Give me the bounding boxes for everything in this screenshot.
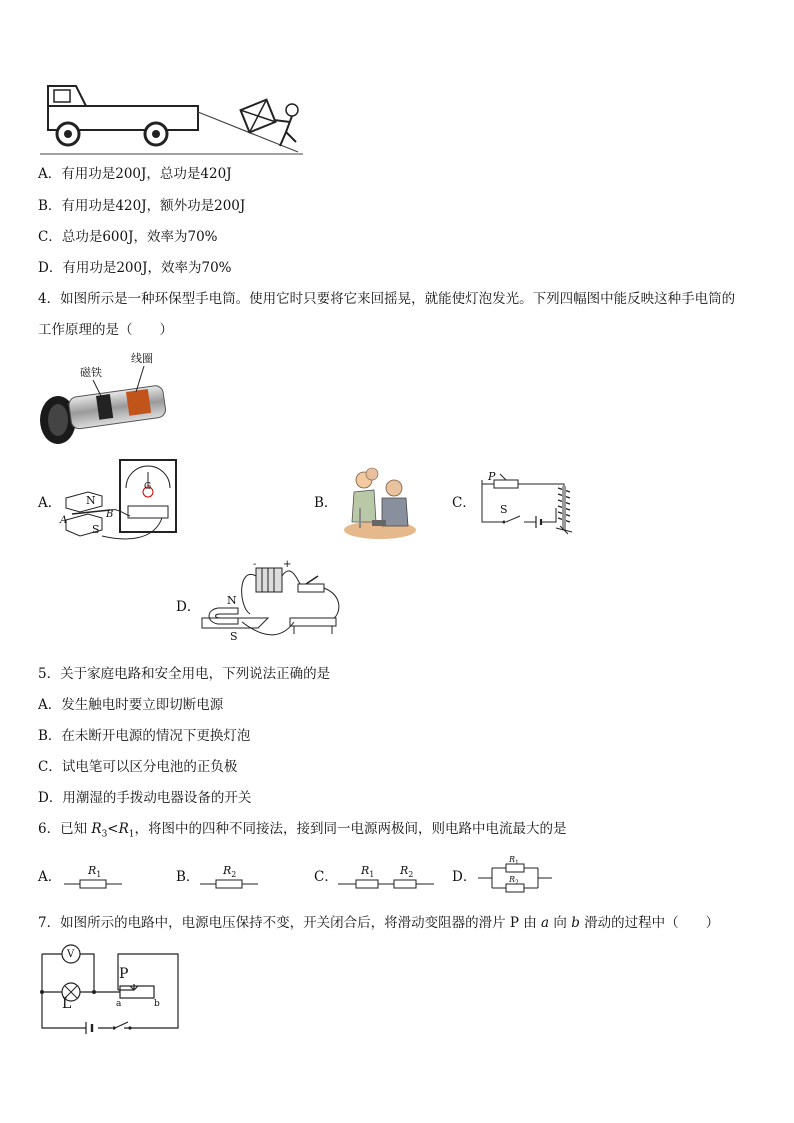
q5-option-b: B．在未断开电源的情况下更换灯泡 [38, 728, 251, 744]
q7-end-a-label: a [116, 999, 122, 1009]
q6-option-b-label: B． [176, 869, 200, 885]
fig-d-n-label: N [227, 594, 237, 607]
q6-a-r1-label: $R_1$ [88, 864, 102, 880]
q4-stem-line1: 4．如图所示是一种环保型手电筒。使用它时只要将它来回摇晃，就能使灯泡发光。下列四幅图中能反映这种手电筒的 [38, 291, 736, 307]
q4-option-b-label: B． [314, 495, 338, 511]
q4-option-a-label: A． [38, 495, 62, 511]
q6-d-r2-label: $R_2$ [509, 875, 519, 887]
q4-option-d-label: D． [176, 599, 201, 615]
coil-label: 线圈 [131, 352, 153, 365]
q7-voltmeter-label: V [67, 949, 75, 960]
q7-circuit [38, 944, 182, 1036]
q4-stem-line2: 工作原理的是（ ） [38, 322, 173, 338]
q5-option-c: C．试电笔可以区分电池的正负极 [38, 759, 238, 775]
fig-c-s-label: S [500, 503, 508, 516]
q7-lamp-l-label: L [62, 996, 72, 1012]
q4-option-b-figure [342, 462, 420, 542]
q5-stem: 5．关于家庭电路和安全用电，下列说法正确的是 [38, 666, 331, 682]
q6-c-r1-label: $R_1$ [361, 864, 375, 880]
q3-option-c: C．总功是600J，效率为70% [38, 229, 218, 245]
q6-option-c-series [338, 876, 436, 890]
q3-option-d: D．有用功是200J，效率为70% [38, 260, 232, 276]
q3-option-a: A．有用功是200J，总功是420J [38, 166, 232, 182]
fig-c-p-label: P [488, 470, 496, 483]
q6-option-a-label: A． [38, 869, 62, 885]
q6-d-r1-label: $R_1$ [509, 855, 519, 867]
fig-a-s-label: S [92, 523, 100, 536]
fig-a-n-label: N [86, 494, 96, 507]
truck-incline-figure [38, 80, 306, 160]
fig-d-plus-label: + [283, 559, 292, 570]
q4-option-a-figure [58, 458, 180, 544]
q7-end-b-label: b [154, 999, 160, 1009]
q7-slider-p-label: P [119, 966, 129, 982]
fig-a-a-label: A [60, 515, 68, 526]
q6-option-d-label: D． [452, 869, 477, 885]
q6-stem: 6．已知 $R_3<R_1$，将图中的四种不同接法，接到同一电源两极间，则电路中电流最大的是 [38, 821, 567, 840]
fig-a-b-label: B [106, 509, 114, 520]
q3-option-b: B．有用功是420J，额外功是200J [38, 198, 246, 214]
fig-d-minus-label: - [253, 559, 257, 570]
fig-d-s-label: S [230, 630, 238, 643]
q7-stem: 7．如图所示的电路中，电源电压保持不变，开关闭合后，将滑动变阻器的滑片 P 由 a 向 b 滑动的过程中（ ） [38, 915, 720, 931]
fig-a-g-label: G [144, 482, 152, 492]
q4-option-d-figure [198, 556, 346, 648]
q6-b-r2-label: $R_2$ [223, 864, 237, 880]
q5-option-d: D．用潮湿的手拨动电器设备的开关 [38, 790, 252, 806]
q6-c-r2-label: $R_2$ [400, 864, 414, 880]
q5-option-a: A．发生触电时要立即切断电源 [38, 697, 224, 713]
q4-option-c-label: C． [452, 495, 476, 511]
magnet-label: 磁铁 [80, 366, 102, 379]
q6-option-c-label: C． [314, 869, 338, 885]
